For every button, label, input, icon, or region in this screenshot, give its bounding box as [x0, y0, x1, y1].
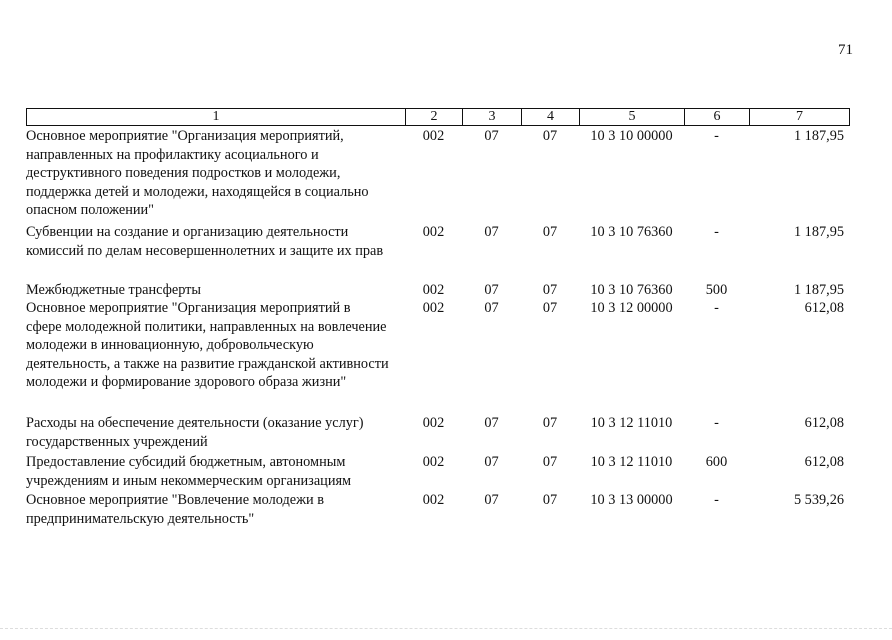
cell-c6: - — [714, 224, 719, 240]
cell-c7: 5 539,26 — [793, 492, 844, 508]
cell-c2: 002 — [422, 415, 445, 431]
header-col-5: 5 — [580, 109, 685, 125]
description-line: Основное мероприятие "Организация мероприятий в — [26, 300, 351, 316]
row-description — [26, 127, 404, 220]
row-description — [26, 414, 404, 451]
description-line: предпринимательскую деятельность" — [26, 510, 255, 527]
cell-c3: 07 — [484, 282, 499, 298]
cell-c2: 002 — [422, 282, 445, 298]
description-line: учреждениям и иным некоммерческим организациям — [26, 472, 352, 489]
cell-c7: 1 187,95 — [793, 224, 844, 240]
cell-c3: 07 — [484, 300, 499, 316]
cell-c5: 10 3 12 11010 — [590, 415, 673, 431]
cell-c5: 10 3 12 00000 — [590, 300, 673, 316]
page-number: 71 — [838, 42, 853, 58]
cell-c4: 07 — [542, 454, 558, 470]
cell-c2: 002 — [422, 492, 445, 508]
cell-c7: 1 187,95 — [793, 128, 844, 144]
cell-c4: 07 — [542, 300, 558, 316]
description-line: Основное мероприятие "Организация мероприятий, — [26, 128, 344, 144]
cell-c4: 07 — [542, 492, 558, 508]
table-header — [26, 108, 850, 126]
cell-c3: 07 — [484, 492, 499, 508]
cell-c7: 612,08 — [804, 415, 844, 431]
cell-c6: - — [714, 415, 719, 431]
description-line: сфере молодежной политики, направленных на вовлечение — [26, 318, 387, 335]
row-description — [26, 223, 404, 260]
cell-c4: 07 — [542, 415, 558, 431]
cell-c5: 10 3 12 11010 — [590, 454, 673, 470]
cell-c5: 10 3 10 00000 — [590, 128, 673, 144]
header-col-6: 6 — [685, 109, 750, 125]
header-col-3: 3 — [463, 109, 522, 125]
header-col-4: 4 — [522, 109, 580, 125]
cell-c7: 1 187,95 — [793, 282, 844, 298]
row-description — [26, 491, 404, 528]
description-line: комиссий по делам несовершеннолетних и защите их прав — [26, 242, 384, 259]
row-description — [26, 281, 404, 300]
cell-c5: 10 3 10 76360 — [590, 282, 673, 298]
description-line: опасном положении" — [26, 202, 155, 218]
cell-c3: 07 — [484, 128, 499, 144]
cell-c4: 07 — [542, 128, 558, 144]
scan-edge-line — [0, 628, 892, 630]
cell-c3: 07 — [484, 415, 499, 431]
description-line: деятельность, а также на развитие гражданской активности — [26, 355, 389, 372]
description-line: молодежи в инновационную, добровольческую — [26, 337, 314, 353]
description-line: Предоставление субсидий бюджетным, автономным — [26, 454, 346, 470]
cell-c2: 002 — [422, 128, 445, 144]
cell-c4: 07 — [542, 282, 558, 298]
cell-c2: 002 — [422, 300, 445, 316]
cell-c3: 07 — [484, 224, 499, 240]
description-line: молодежи и формирование здорового образа жизни" — [26, 374, 347, 390]
cell-c6: - — [714, 300, 719, 316]
cell-c7: 612,08 — [804, 300, 844, 316]
description-line: Субвенции на создание и организацию деятельности — [26, 224, 349, 240]
header-col-1: 1 — [27, 109, 406, 125]
cell-c5: 10 3 10 76360 — [590, 224, 673, 240]
cell-c2: 002 — [422, 224, 445, 240]
description-line: Основное мероприятие "Вовлечение молодежи в — [26, 492, 324, 508]
cell-c6: - — [714, 492, 719, 508]
description-line: Расходы на обеспечение деятельности (оказание услуг) — [26, 415, 364, 431]
cell-c4: 07 — [542, 224, 558, 240]
description-line: государственных учреждений — [26, 433, 208, 450]
header-col-2: 2 — [406, 109, 463, 125]
cell-c6: 600 — [705, 454, 728, 470]
cell-c3: 07 — [484, 454, 499, 470]
description-line: поддержка детей и молодежи, находящейся в социально — [26, 183, 369, 200]
description-line: деструктивного поведения подростков и молодежи, — [26, 165, 341, 181]
row-description — [26, 299, 404, 392]
cell-c5: 10 3 13 00000 — [590, 492, 673, 508]
description-line: направленных на профилактику асоциального и — [26, 146, 319, 163]
cell-c6: - — [714, 128, 719, 144]
description-line: Межбюджетные трансферты — [26, 282, 202, 298]
cell-c2: 002 — [422, 454, 445, 470]
cell-c6: 500 — [705, 282, 728, 298]
header-col-7: 7 — [796, 109, 803, 124]
cell-c7: 612,08 — [804, 454, 844, 470]
row-description — [26, 453, 404, 490]
